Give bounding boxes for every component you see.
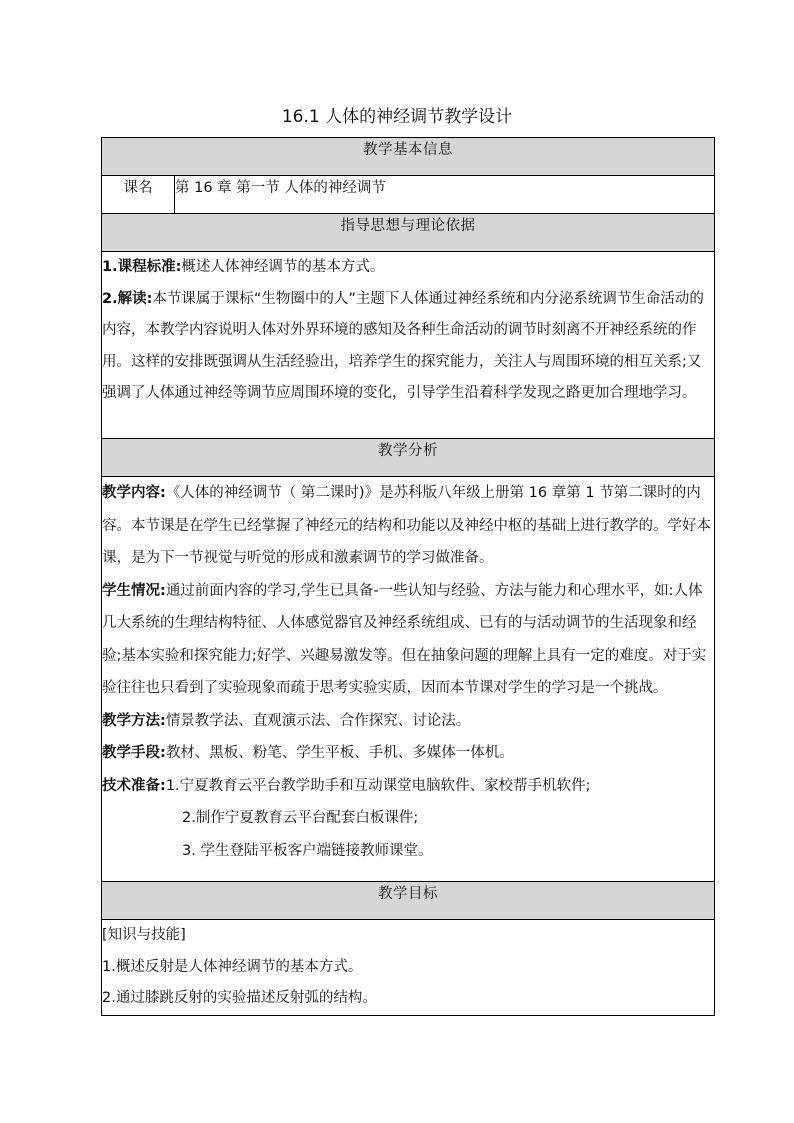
students-label: 学生情况: [102, 582, 166, 599]
content-paragraph [102, 477, 714, 575]
tech-item: 2.制作宁夏教育云平台配套白板课件; [182, 810, 419, 826]
objectives-header-row [102, 882, 715, 920]
objectives-header: 教学目标 [102, 882, 715, 920]
guidance-body [102, 252, 715, 439]
analysis-body [102, 477, 715, 882]
content-label: 教学内容: [102, 485, 166, 501]
reading-paragraph [102, 284, 714, 410]
standard-paragraph [102, 252, 714, 284]
means-label: 教学手段: [102, 745, 166, 761]
students-text: 通过前面内容的学习,学生已具备-一些认知与经验、方法与能力和心理水平，如:人体几大系统的生理结构特征、人体感觉器官及神经系统组成、已有的与活动调节的生活现象和经验;基本实验和探究能力;好学、兴趣易激发等。但在抽象问题的理解上具有一定的难度。对于实验往往也只看到了实验现象而疏于思考实验实质，因而本节课对学生的学习是一个挑战。 [102, 582, 707, 696]
analysis-header-row [102, 439, 715, 477]
analysis-header: 教学分析 [102, 439, 715, 477]
methods-text: 情景教学法、直观演示法、合作探究、讨论法。 [165, 712, 471, 729]
tech-item-line [102, 802, 714, 835]
document-title: 16.1 人体的神经调节教学设计 [281, 107, 513, 127]
standard-text: 概述人体神经调节的基本方式。 [181, 259, 385, 275]
means-paragraph [102, 737, 714, 770]
basic-info-header: 教学基本信息 [102, 138, 715, 176]
lesson-plan-table [101, 137, 715, 1016]
students-paragraph [102, 575, 714, 705]
means-text: 教材、黑板、粉笔、学生平板、手机、多媒体一体机。 [165, 745, 514, 761]
tech-item-line [102, 835, 714, 868]
content-text: 《人体的神经调节（ 第二课时)》是苏科版八年级上册第 16 章第 1 节第二课时的内容。本节课是在学生已经掌握了神经元的结构和功能以及神经中枢的基础上进行教学的。学好本课，是为下一节视觉与听觉的形成和激素调节的学习做准备。 [102, 485, 711, 566]
guidance-body-row [102, 252, 715, 439]
tech-item: 3. 学生登陆平板客户端链接教师课堂。 [182, 842, 433, 859]
guidance-header: 指导思想与理论依据 [102, 214, 715, 252]
objective-item: 1.概述反射是人体神经调节的基本方式。 [102, 958, 363, 975]
reading-label: 2.解读: [102, 290, 153, 307]
reading-text: 本节课属于课标“生物圈中的人”主题下人体通过神经系统和内分泌系统调节生命活动的内容，本教学内容说明人体对外界环境的感知及各种生命活动的调节时刻离不开神经系统的作用。这样的安排既强调从生活经验出，培养学生的探究能力，关注人与周围环境的相互关系;又强调了人体通过神经等调节应周围环境的变化，引导学生沿着科学发现之路更加合理地学习。 [102, 290, 704, 401]
tech-paragraph [102, 770, 714, 803]
guidance-header-row [102, 214, 715, 252]
objective-item: 2.通过膝跳反射的实验描述反射弧的结构。 [102, 990, 377, 1006]
methods-paragraph [102, 705, 714, 738]
methods-label: 教学方法: [102, 712, 166, 729]
course-row [102, 176, 715, 214]
course-value: 第 16 章 第一节 人体的神经调节 [175, 176, 715, 214]
objectives-body [102, 920, 715, 1016]
analysis-body-row [102, 477, 715, 882]
course-label: 课名 [102, 176, 175, 214]
tech-label: 技术准备: [102, 777, 166, 794]
basic-info-header-row [102, 138, 715, 176]
tech-item: 1.宁夏教育云平台教学助手和互动课堂电脑软件、家校帮手机软件; [165, 777, 591, 794]
objectives-section-label: [知识与技能] [102, 927, 186, 943]
objectives-body-row [102, 920, 715, 1016]
standard-label: 1.课程标准: [102, 259, 182, 275]
